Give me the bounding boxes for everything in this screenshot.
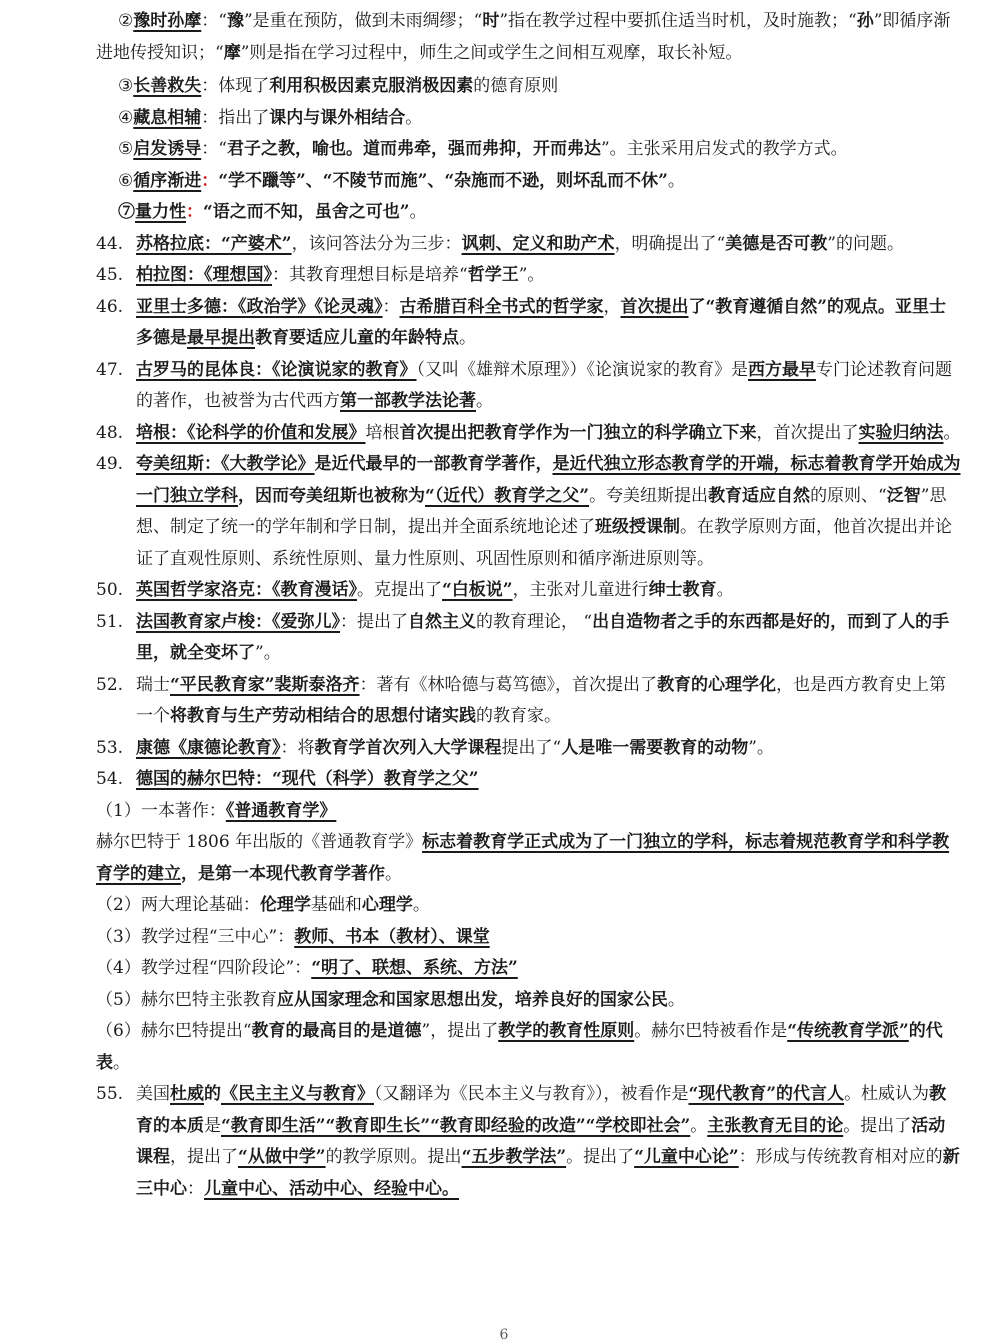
page-number: 6 xyxy=(499,1327,509,1343)
item-46: 46. 亚里士多德：《政治学》《论灵魂》：古希腊百科全书式的哲学家，首次提出了“教育遵循自然”的观点。亚里士多德是最早提出教育要适应儿童的年龄特点。 xyxy=(0,292,1008,355)
term: 豫时孙摩 xyxy=(133,11,202,31)
item-number: 50. xyxy=(96,580,124,600)
principle-7: ⑦量力性：“语之而不知，虽舍之可也”。 xyxy=(118,202,427,222)
item-52: 52. 瑞士“平民教育家”裴斯泰洛齐：著有《林哈德与葛笃德》，首次提出了教育的心理学化，也是西方教育史上第一个将教育与生产劳动相结合的思想付诸实践的教育家。 xyxy=(0,670,1008,733)
item-number: 48. xyxy=(96,422,124,443)
item-number: 47. xyxy=(96,359,124,380)
item-47: 47. 古罗马的昆体良：《论演说家的教育》（又叫《雄辩术原理》）《论演说家的教育》是西方最早专门论述教育问题的著作，也被誉为古代西方第一部教学法论著。 xyxy=(0,355,1008,418)
item-number: 49. xyxy=(96,454,124,474)
item-number: 51. xyxy=(96,611,124,632)
item-49: 49. 夸美纽斯：《大教学论》是近代最早的一部教育学著作，是近代独立形态教育学的开端，标志着教育学开始成为一门独立学科，因而夸美纽斯也被称为“（近代）教育学之父”。夸美纽斯提出教育适应自然的原则、“泛智”思想、制定了统一的学年制和学日制，提出并全面系统地论述了班级授课制。在教学原则方面，他首次提出并论证了直观性原则、系统性原则、量力性原则、巩固性原则和循序渐进原则等。 xyxy=(0,449,1008,575)
herbart-point-1: （1）一本著作：《普通教育学》 xyxy=(96,800,337,821)
item-51: 51. 法国教育家卢梭：《爱弥儿》：提出了自然主义的教育理论， “出自造物者之手的东西都是好的，而到了人的手里，就全变坏了”。 xyxy=(0,607,1008,670)
principle-4: ④藏息相辅：指出了课内与课外相结合。 xyxy=(118,107,423,128)
item-number: 52. xyxy=(96,674,124,695)
herbart-point-6: （6）赫尔巴特提出“教育的最高目的是道德”，提出了教学的教育性原则。赫尔巴特被看作是“传统教育学派”的代表。 xyxy=(96,1021,943,1073)
principle-2: ②豫时孙摩：“豫”是重在预防，做到未雨绸缪；“时”指在教学过程中要抓住适当时机，及时施教；“孙”即循序渐进地传授知识；“摩”则是指在学习过程中，师生之间或学生之间相互观摩，取长补短。 xyxy=(96,11,951,63)
herbart-paragraph: 赫尔巴特于 1806 年出版的《普通教育学》标志着教育学正式成为了一门独立的学科，标志着规范教育学和科学教育学的建立，是第一本现代教育学著作。 xyxy=(96,832,950,884)
principle-6: ⑥循序渐进：“学不躐等”、“不陵节而施”、“杂施而不逊，则坏乱而不休”。 xyxy=(118,170,685,191)
term: 启发诱导 xyxy=(133,139,202,159)
principle-3: ③长善救失：体现了利用积极因素克服消极因素的德育原则 xyxy=(118,76,559,96)
term: 循序渐进 xyxy=(133,170,202,191)
herbart-point-2: （2）两大理论基础：伦理学基础和心理学。 xyxy=(96,895,430,915)
item-44: 44. 苏格拉底：“产婆术”，该问答法分为三步：讽刺、定义和助产术，明确提出了“美德是否可教”的问题。 xyxy=(0,229,1008,261)
item-53: 53. 康德《康德论教育》：将教育学首次列入大学课程提出了“人是唯一需要教育的动物”。 xyxy=(0,733,1008,765)
item-number: 55. xyxy=(96,1084,124,1104)
term: 量力性 xyxy=(135,202,186,222)
item-48: 48. 培根：《论科学的价值和发展》培根首次提出把教育学作为一门独立的科学确立下来，首次提出了实验归纳法。 xyxy=(0,418,1008,450)
item-number: 45. xyxy=(96,265,124,285)
item-50: 50. 英国哲学家洛克：《教育漫话》。克提出了“白板说”，主张对儿童进行绅士教育。 xyxy=(0,575,1008,607)
item-number: 53. xyxy=(96,737,124,758)
item-55: 55. 美国杜威的《民主主义与教育》（又翻译为《民本主义与教育》），被看作是“现代教育”的代言人。杜威认为教育的本质是“教育即生活”“教育即生长”“教育即经验的改造”“学校即社会”。主张教育无目的论。提出了活动课程，提出了“从做中学”的教学原则。提出“五步教学法”。提出了“儿童中心论”：形成与传统教育相对应的新三中心：儿童中心、活动中心、经验中心。 xyxy=(0,1079,1008,1205)
herbart-point-4: （4）教学过程“四阶段论”：“明了、联想、系统、方法” xyxy=(96,958,518,978)
term: 藏息相辅 xyxy=(133,107,202,128)
principle-5: ⑤启发诱导：“君子之教，喻也。道而弗牵，强而弗抑，开而弗达”。主张采用启发式的教学方式。 xyxy=(118,139,848,159)
term: 长善救失 xyxy=(133,76,202,96)
item-number: 46. xyxy=(96,296,124,317)
herbart-point-3: （3）教学过程“三中心”：教师、书本（教材）、课堂 xyxy=(96,926,490,947)
item-45: 45. 柏拉图：《理想国》：其教育理想目标是培养“哲学王”。 xyxy=(0,260,1008,292)
item-54: 54. 德国的赫尔巴特：“现代（科学）教育学之父” xyxy=(0,764,1008,796)
item-number: 54. xyxy=(96,769,124,789)
item-number: 44. xyxy=(96,233,124,254)
herbart-point-5: （5）赫尔巴特主张教育应从国家理念和国家思想出发，培养良好的国家公民。 xyxy=(96,989,685,1010)
